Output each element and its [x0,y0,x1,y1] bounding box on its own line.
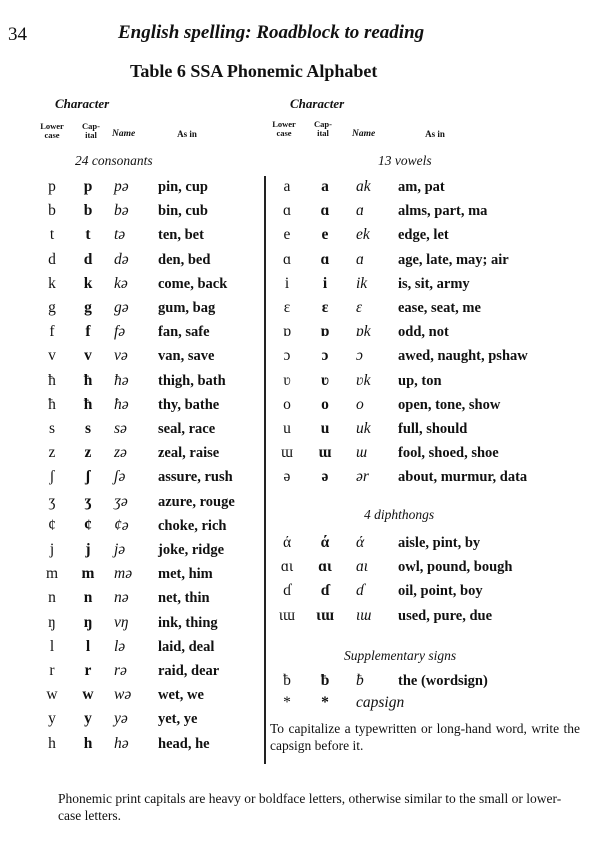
capital-letter: u [320,420,330,437]
lowercase-letter: ʒ [48,492,56,510]
example-words: yet, ye [158,711,198,728]
lowercase-letter: ƀ [283,672,291,689]
lowercase-letter: i [284,274,290,292]
lowercase-letter: ɒ [282,323,292,341]
capital-letter: ʒ [84,492,92,510]
example-words: about, murmur, data [398,469,528,486]
letter-name: lə [114,637,126,655]
character-header-right: Character [290,96,345,111]
name-header-left: Name [112,129,136,139]
capital-letter: ħ [83,395,93,413]
capital-letter: d [83,250,93,268]
lowercase-letter: z [48,444,56,462]
example-words: full, should [398,421,468,437]
capital-letter: ʋ [320,371,330,389]
table-title: Table 6 SSA Phonemic Alphabet [130,61,378,81]
capital-letter: i [322,274,328,292]
lowercase-letter: e [283,226,291,244]
letter-name: ƀ [356,672,364,689]
lowercase-letter: r [49,662,55,679]
capital-letter: ά [320,534,330,551]
asin-header-left: As in [177,129,197,139]
letter-name: zə [114,444,127,462]
lowercase-letter: ά [282,534,292,551]
example-words: the (wordsign) [398,673,488,689]
capital-letter: ɑɩ [318,558,332,576]
example-words: ink, thing [158,614,218,631]
capital-letter: a [321,178,329,195]
lowercase-letter: b [48,202,56,220]
capital-letter: ɒ [320,323,330,341]
running-head: English spelling: Roadblock to reading [118,22,425,43]
capital-letter: y [84,710,92,728]
lowercase-letter: f [49,323,55,341]
footnote: Phonemic print capitals are heavy or boldface letters, otherwise similar to the small or lower-case letters. [58,791,562,823]
example-words: ease, seat, me [398,300,481,316]
lowercase-letter: d [48,250,56,268]
lowercase-letter: * [283,694,291,711]
example-words: net, thin [158,590,210,607]
letter-name: ɒk [356,323,371,341]
letter-name: kə [114,274,128,292]
capital-letter: g [84,299,92,316]
example-words: bin, cub [158,203,208,220]
lowercase-letter: ʋ [283,371,291,389]
capital-letter: ɛ [321,299,329,316]
lowercase-letter: ʃ [49,468,55,486]
letter-name: və [114,347,128,365]
capital-letter: ȼ [84,516,92,534]
example-words: joke, ridge [158,542,225,558]
lowercase-letter: ɯ [280,444,294,462]
diphthongs-heading: 4 diphthongs [364,507,435,522]
capital-letter: r [84,662,92,679]
capital-letter: b [83,202,93,220]
example-words: laid, deal [158,638,215,655]
letter-name: də [114,250,129,268]
lowercase-letter: t [49,226,55,244]
column-divider [264,176,266,764]
letter-name: fə [114,323,126,341]
capital-letter: k [83,274,93,292]
capital-letter: o [321,395,329,413]
lowercase-letter: ɑ [282,250,292,268]
capital-letter: m [81,565,95,583]
lowercase-letter: n [48,589,56,607]
lowercase-letter: ɛ [283,299,291,316]
example-words: thy, bathe [158,396,220,413]
example-words: assure, rush [158,469,233,486]
example-words: come, back [158,275,228,292]
page-number: 34 [8,24,27,45]
capital-letter: ɯ [318,444,332,462]
example-words: den, bed [158,251,211,268]
capital-header-right: Cap- ital [314,119,332,138]
letter-name: ik [356,274,368,292]
character-header-left: Character [55,96,110,111]
letter-name: yə [114,710,128,728]
lowercase-letter: ɔ [283,347,291,365]
lowercase-letter: ə [283,468,291,486]
capital-letter: ə [321,468,329,486]
example-words: aisle, pint, by [398,535,481,551]
capital-letter: h [83,734,93,752]
lowercase-letter: y [48,710,56,728]
letter-name: ɛ [356,299,363,316]
letter-name: bə [114,202,129,220]
lowercase-letter: u [283,420,291,437]
example-words: thigh, bath [158,372,226,389]
example-words: odd, not [398,324,449,341]
lowercase-letter: v [48,347,56,365]
capsign-note: To capitalize a typewritten or long-hand word, write the capsign before it. [270,721,580,753]
capital-letter: z [84,444,92,462]
capital-letter: n [83,589,93,607]
lowercase-letter: w [46,686,58,704]
lowercase-letter: ɩɯ [278,606,296,624]
example-words: ten, bet [158,227,204,244]
letter-name: ɑɩ [356,558,369,576]
capital-letter: e [321,226,329,244]
example-words: azure, rouge [158,493,235,510]
letter-name: pə [114,178,129,195]
letter-name: ər [356,468,369,486]
example-words: used, pure, due [398,607,493,624]
letter-name: vŋ [114,613,129,631]
example-words: open, tone, show [398,396,501,413]
letter-name: capsign [356,694,405,711]
example-words: zeal, raise [158,445,220,462]
letter-name: uk [356,420,371,437]
letter-name: ʃə [114,468,126,486]
capital-letter: ɑ [320,202,330,220]
letter-name: ʋk [356,371,371,389]
example-words: is, sit, army [398,275,470,292]
example-words: seal, race [158,421,216,437]
lowercase-letter: ɑ [282,202,292,220]
capital-letter: ʃ [85,468,91,486]
capital-letter: ɩɯ [316,606,334,624]
asin-header-right: As in [425,129,445,139]
example-words: head, he [158,735,210,752]
letter-name: ɔ [356,347,363,365]
vowels-heading: 13 vowels [378,153,432,168]
lowercase-letter: m [45,565,59,583]
example-words: pin, cup [158,179,208,195]
capital-letter: w [82,686,94,704]
example-words: owl, pound, bough [398,559,513,576]
letter-name: ɗ [356,582,364,600]
letter-name: jə [114,541,126,558]
example-words: raid, dear [158,663,220,679]
lowercase-header-left: Lower case [40,121,64,140]
capital-letter: ɗ [320,582,330,600]
capital-letter: ɔ [321,347,329,365]
capital-letter: t [85,226,91,244]
consonants-heading: 24 consonants [75,153,153,168]
lowercase-letter: h [48,734,56,752]
letter-name: wə [114,686,132,704]
letter-name: ɩɯ [356,606,372,624]
capital-letter: ƀ [320,672,330,689]
letter-name: o [356,395,364,413]
example-words: awed, naught, pshaw [398,348,528,365]
lowercase-letter: ћ [48,371,56,389]
capital-letter: s [84,420,92,437]
letter-name: nə [114,589,129,607]
letter-name: ek [356,226,370,244]
capital-letter: v [84,347,92,365]
capital-letter: ŋ [83,613,93,631]
letter-name: ħə [114,395,129,413]
example-words: am, pat [398,179,445,195]
letter-name: hə [114,734,129,752]
example-words: fool, shoed, shoe [398,445,499,462]
example-words: fan, safe [158,324,210,341]
letter-name: ɯ [356,444,368,462]
capital-letter: f [85,323,91,341]
lowercase-letter: ɑɩ [280,558,294,576]
lowercase-letter: p [48,178,56,195]
lowercase-letter: ȼ [48,516,56,534]
lowercase-letter: ɗ [283,582,291,600]
example-words: gum, bag [158,300,216,316]
example-words: wet, we [158,687,204,704]
capital-letter: * [321,694,329,711]
lowercase-letter: k [48,274,56,292]
lowercase-letter: ħ [48,395,56,413]
letter-name: ά [356,534,365,551]
example-words: edge, let [398,227,449,244]
example-words: alms, part, ma [398,203,488,220]
capital-letter: j [85,541,91,558]
lowercase-letter: g [48,299,56,316]
letter-name: mə [114,565,133,583]
capital-letter: l [85,637,91,655]
capital-letter: ɑ [320,250,330,268]
supplementary-heading: Supplementary signs [344,648,457,663]
lowercase-letter: ŋ [48,613,56,631]
example-words: choke, rich [158,517,227,534]
letter-name: ʒə [114,492,128,510]
letter-name: ɑ [356,250,364,268]
example-words: van, save [158,348,215,365]
capital-letter: ћ [83,371,93,389]
letter-name: tə [114,226,126,244]
lowercase-letter: a [283,178,291,195]
letter-name: ak [356,178,371,195]
example-words: met, him [158,566,213,583]
capital-letter: p [83,178,93,195]
letter-name: ɑ [356,202,364,220]
example-words: up, ton [398,372,442,389]
example-words: oil, point, boy [398,583,483,600]
lowercase-letter: o [283,395,291,413]
letter-name: gə [114,299,129,316]
name-header-right: Name [352,129,376,139]
letter-name: ȼə [114,516,129,534]
example-words: age, late, may; air [398,251,509,268]
lowercase-letter: l [49,637,55,655]
lowercase-letter: j [49,541,55,558]
capital-header-left: Cap- ital [82,121,100,140]
letter-name: ћə [114,371,129,389]
letter-name: sə [114,420,127,437]
lowercase-letter: s [48,420,56,437]
lowercase-header-right: Lower case [272,119,296,138]
letter-name: rə [114,662,127,679]
